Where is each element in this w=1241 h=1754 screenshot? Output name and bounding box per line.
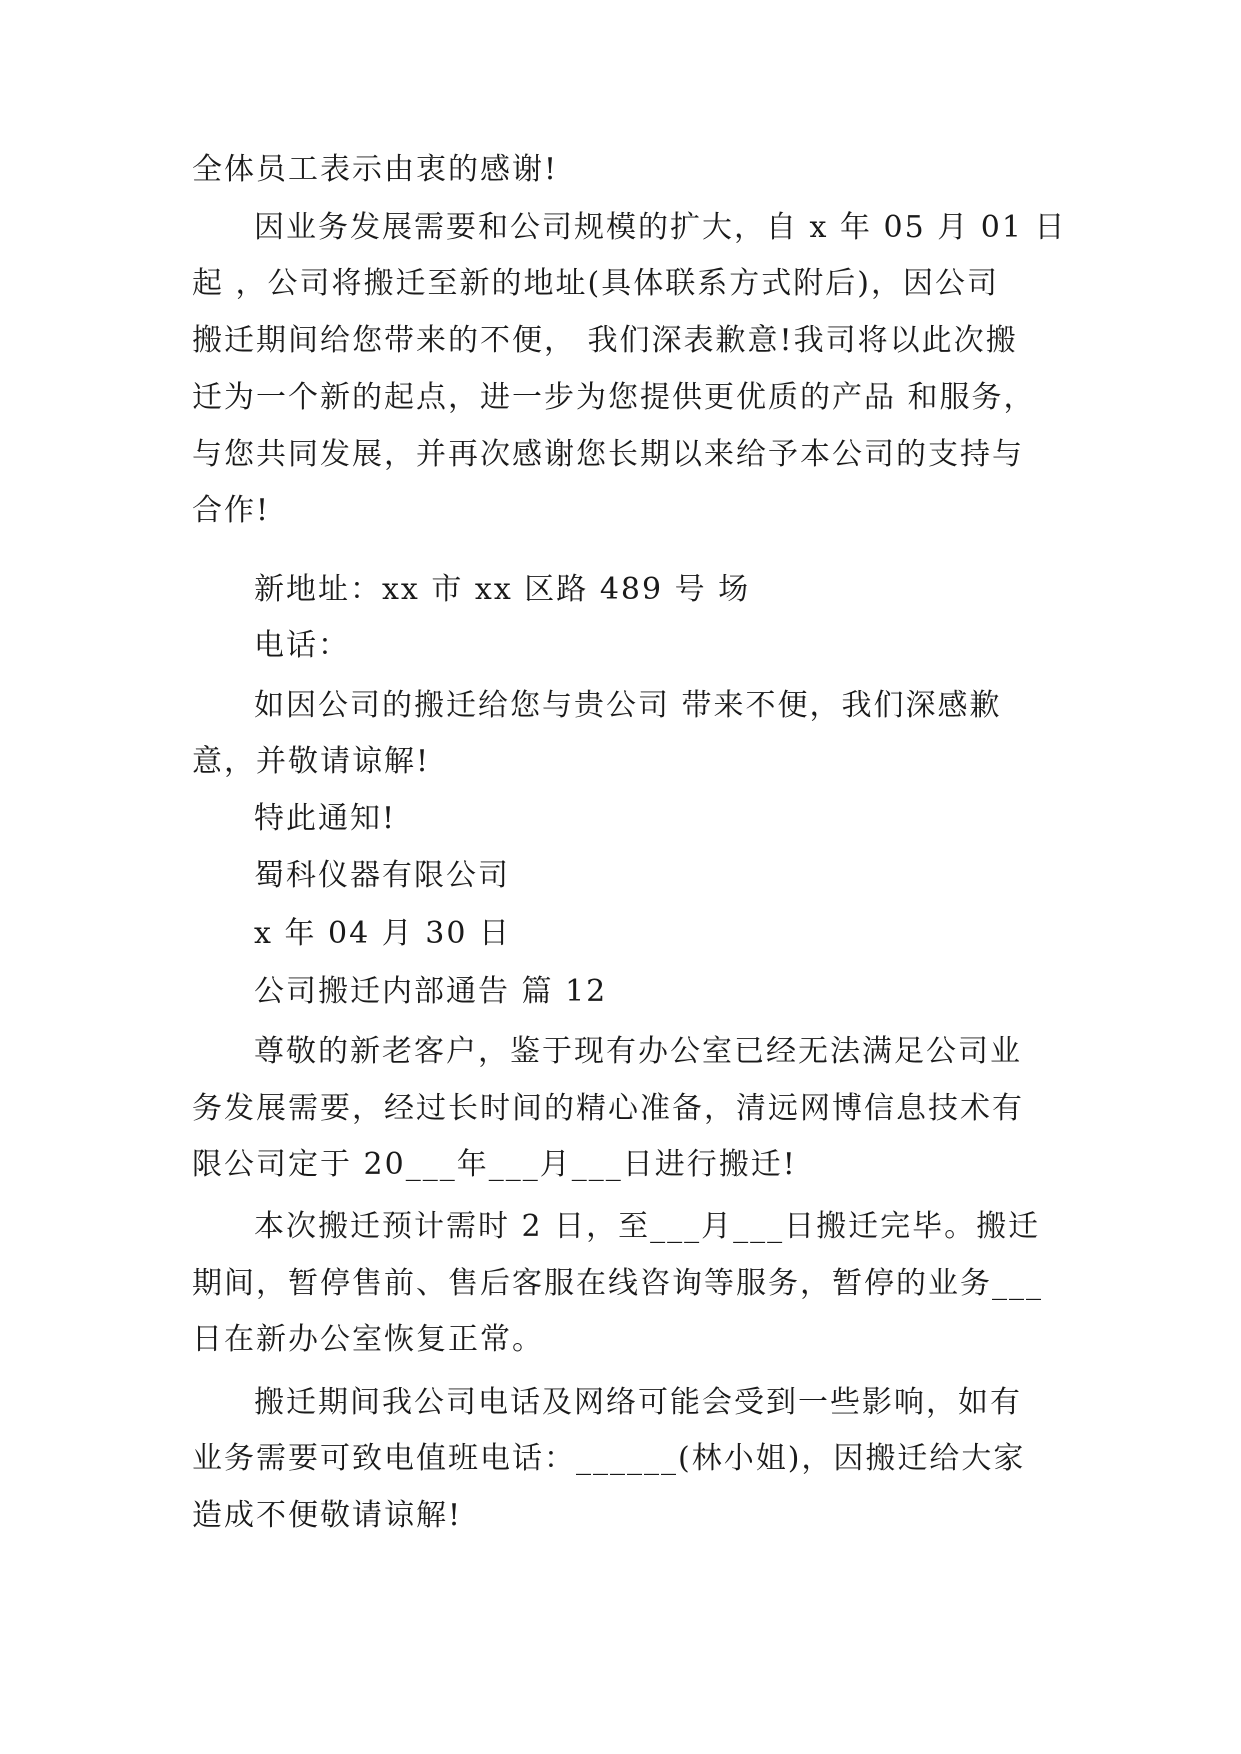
text-line: 全体员工表示由衷的感谢!	[192, 152, 559, 187]
text-line: 务发展需要，经过长时间的精心准备，清远网博信息技术有	[192, 1091, 1024, 1126]
text-line: 日在新办公室恢复正常。	[192, 1322, 544, 1357]
text-line: 与您共同发展，并再次感谢您长期以来给予本公司的支持与	[192, 437, 1024, 472]
text-line: 合作!	[192, 493, 271, 528]
text-line: 限公司定于 20___年___月___日进行搬迁!	[192, 1147, 797, 1182]
text-line: 造成不便敬请谅解!	[192, 1498, 463, 1533]
text-line: 电话：	[254, 628, 350, 663]
text-line: 起 ，公司将搬迁至新的地址(具体联系方式附后)，因公司	[192, 266, 999, 301]
text-line: 迁为一个新的起点，进一步为您提供更优质的产品 和服务，	[192, 380, 1036, 415]
text-line: 尊敬的新老客户，鉴于现有办公室已经无法满足公司业	[254, 1034, 1022, 1069]
text-line: 搬迁期间我公司电话及网络可能会受到一些影响，如有	[254, 1385, 1022, 1420]
text-line: x 年 04 月 30 日	[254, 916, 511, 951]
text-line: 因业务发展需要和公司规模的扩大，自 x 年 05 月 01 日	[254, 210, 1067, 245]
text-line: 意，并敬请谅解!	[192, 744, 431, 779]
text-line: 如因公司的搬迁给您与贵公司 带来不便，我们深感歉	[254, 688, 1002, 723]
text-line: 特此通知!	[254, 801, 397, 836]
text-line: 蜀科仪器有限公司	[254, 858, 510, 893]
text-line: 本次搬迁预计需时 2 日，至___月___日搬迁完毕。搬迁	[254, 1209, 1041, 1244]
text-line: 搬迁期间给您带来的不便， 我们深表歉意!我司将以此次搬	[192, 323, 1018, 358]
text-line: 业务需要可致电值班电话：______(林小姐)，因搬迁给大家	[192, 1441, 1026, 1476]
text-line: 新地址：xx 市 xx 区路 489 号 场	[254, 572, 751, 607]
text-line: 公司搬迁内部通告 篇 12	[254, 974, 608, 1009]
text-line: 期间，暂停售前、售后客服在线咨询等服务，暂停的业务___	[192, 1266, 1043, 1301]
